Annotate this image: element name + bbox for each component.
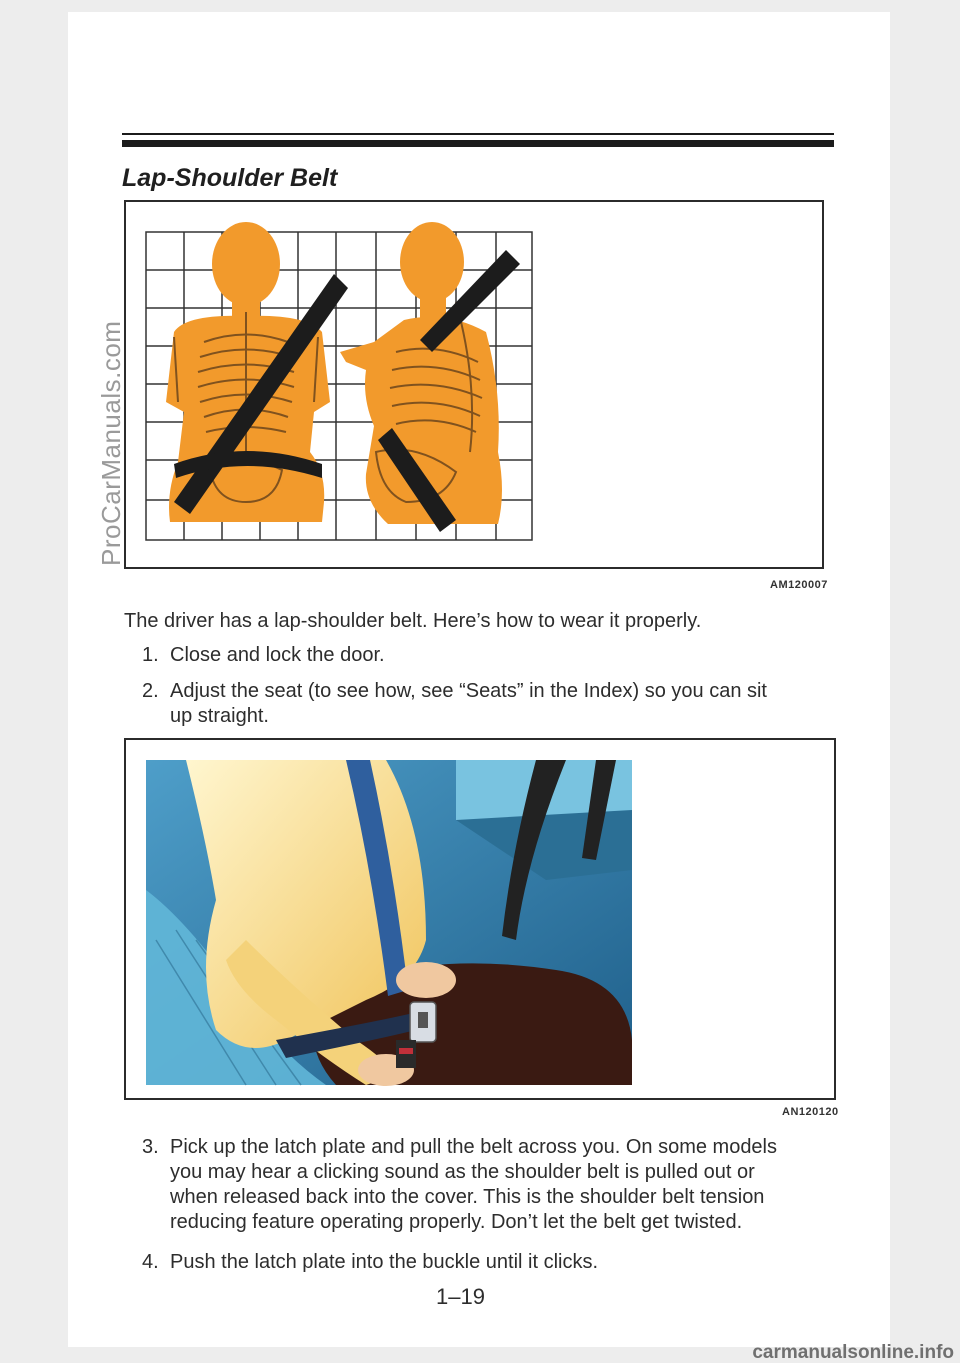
top-rule-thin <box>122 133 834 135</box>
page-number: 1–19 <box>436 1284 485 1309</box>
watermark-side: ProCarManuals.com <box>96 320 126 566</box>
figure-code: AN120120 <box>782 1106 839 1118</box>
section-title: Lap-Shoulder Belt <box>122 164 338 192</box>
driver-buckling-belt-illustration <box>126 740 834 1098</box>
top-rule-thick <box>122 140 834 147</box>
step-number: 4. <box>142 1251 159 1273</box>
step-line: reducing feature operating properly. Don’t let the belt get twisted. <box>170 1211 743 1233</box>
figure-driver-buckling <box>124 738 836 1100</box>
step-number: 3. <box>142 1136 159 1158</box>
step-line: Pick up the latch plate and pull the belt across you. On some models <box>170 1136 778 1158</box>
skeleton-belt-illustration <box>126 202 822 567</box>
step-line: Adjust the seat (to see how, see “Seats” in the Index) so you can sit <box>170 680 767 702</box>
watermark-bottom: carmanualsonline.info <box>752 1342 954 1363</box>
step-line: up straight. <box>170 705 269 727</box>
step-line: Close and lock the door. <box>170 644 385 666</box>
step-line: Push the latch plate into the buckle until it clicks. <box>170 1251 599 1273</box>
intro-text: The driver has a lap-shoulder belt. Here’s how to wear it properly. <box>124 610 702 632</box>
figure-code: AM120007 <box>770 579 828 591</box>
step-number: 1. <box>142 644 159 666</box>
step-number: 2. <box>142 680 159 702</box>
step-line: you may hear a clicking sound as the shoulder belt is pulled out or <box>170 1161 755 1183</box>
figure-skeleton-belt <box>124 200 824 569</box>
step-line: when released back into the cover. This is the shoulder belt tension <box>170 1186 765 1208</box>
